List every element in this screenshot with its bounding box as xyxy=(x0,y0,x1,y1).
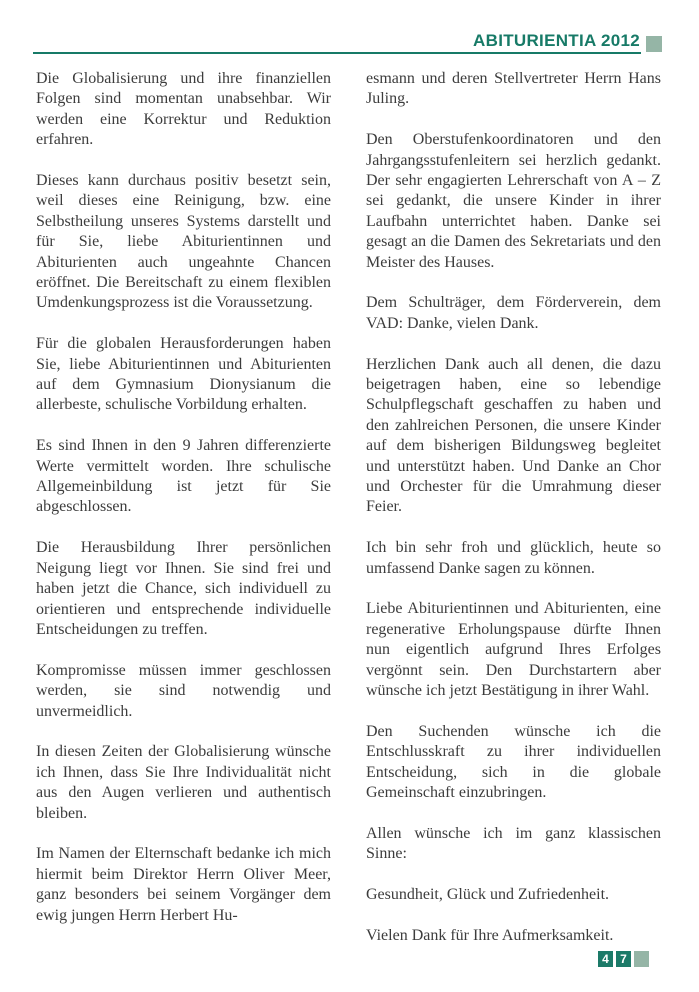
paragraph: Für die globalen Herausforderungen haben Sie, liebe Abiturientinnen und Abiturienten auf dem Gymnasium Dionysianum die allerbeste, schulische Vorbildung erhalten. xyxy=(36,335,331,414)
paragraph: Allen wünsche ich im ganz klassischen Sinne: xyxy=(366,824,661,863)
right-column xyxy=(366,69,661,967)
paragraph: Den Oberstufenkoordinatoren und den Jahrgangsstufenleitern sei herzlich gedankt. Der sehr engagierten Lehrerschaft von A – Z sei gedankt, die unsere Kinder in ihrer Laufbahn unterrichtet haben. Danke sei gesagt an die Damen des Sekretariats und den Meister des Hauses. xyxy=(366,131,661,271)
paragraph: Dem Schulträger, dem Förderverein, dem VAD: Danke, vielen Dank. xyxy=(366,294,661,332)
paragraph: Im Namen der Elternschaft bedanke ich mich hiermit beim Direktor Herrn Oliver Meer, ganz besonders bei seinem Vorgänger dem ewig jungen Herrn Herbert Hu- xyxy=(36,845,331,924)
header-decorative-square xyxy=(646,36,662,52)
paragraph: Die Herausbildung Ihrer persönlichen Neigung liegt vor Ihnen. Sie sind frei und haben jetzt die Chance, sich individuell zu orientieren und entsprechende individuelle Entscheidungen zu treffen. xyxy=(36,539,331,638)
paragraph: Den Suchenden wünsche ich die Entschlusskraft zu ihrer individuellen Entscheidung, sich in die globale Gemeinschaft einzubringen. xyxy=(366,722,661,802)
page-number-group xyxy=(598,951,649,967)
header-rule xyxy=(33,52,641,54)
paragraph: Die Globalisierung und ihre finanziellen Folgen sind momentan unabsehbar. Wir werden eine Korrektur und Reduktion erfahren. xyxy=(36,70,331,149)
footer-decorative-square xyxy=(634,951,649,967)
paragraph: Dieses kann durchaus positiv besetzt sein, weil dieses eine Reinigung, bzw. eine Selbstheilung unseres Systems darstellt und für Sie, liebe Abiturientinnen und Abiturienten auch ungeahnte Chancen eröffnet. Die Bereitschaft zu einem flexiblen Umdenkungsprozess ist die Voraussetzung. xyxy=(36,172,331,312)
paragraph: Es sind Ihnen in den 9 Jahren differenzierte Werte vermittelt worden. Ihre schulische Allgemeinbildung ist jetzt für Sie abgeschlossen. xyxy=(36,437,331,516)
page-header-title: ABITURIENTIA 2012 xyxy=(473,31,640,50)
paragraph: Liebe Abiturientinnen und Abiturienten, eine regenerative Erholungspause dürfte Ihnen nun eigentlich aufgrund Ihres Erfolges vergönnt sein. Den Durchstartern aber wünsche ich jetzt Bestätigung in ihrer Wahl. xyxy=(366,600,661,700)
text-columns xyxy=(36,69,662,967)
left-column xyxy=(36,69,331,967)
paragraph: Kompromisse müssen immer geschlossen werden, sie sind notwendig und unvermeidlich. xyxy=(36,661,331,720)
paragraph: Gesundheit, Glück und Zufriedenheit. xyxy=(366,886,610,904)
paragraph: Vielen Dank für Ihre Aufmerksamkeit. xyxy=(366,926,614,944)
page-number-digit: 7 xyxy=(616,951,631,967)
paragraph: esmann und deren Stellvertreter Herrn Hans Juling. xyxy=(366,70,661,108)
paragraph: In diesen Zeiten der Globalisierung wünsche ich Ihnen, dass Sie Ihre Individualität nicht aus den Augen verlieren und authentisch bleiben. xyxy=(36,743,331,822)
page-number-digit: 4 xyxy=(598,951,613,967)
paragraph: Ich bin sehr froh und glücklich, heute so umfassend Danke sagen zu können. xyxy=(366,539,661,577)
paragraph: Herzlichen Dank auch all denen, die dazu beigetragen haben, eine so lebendige Schulpflegschaft geschaffen zu haben und den zahlreichen Personen, die unsere Kinder auf dem bisherigen Bildungsweg begleitet und unterstützt haben. Und Danke an Chor und Orchester für die Umrahmung dieser Feier. xyxy=(366,355,661,516)
